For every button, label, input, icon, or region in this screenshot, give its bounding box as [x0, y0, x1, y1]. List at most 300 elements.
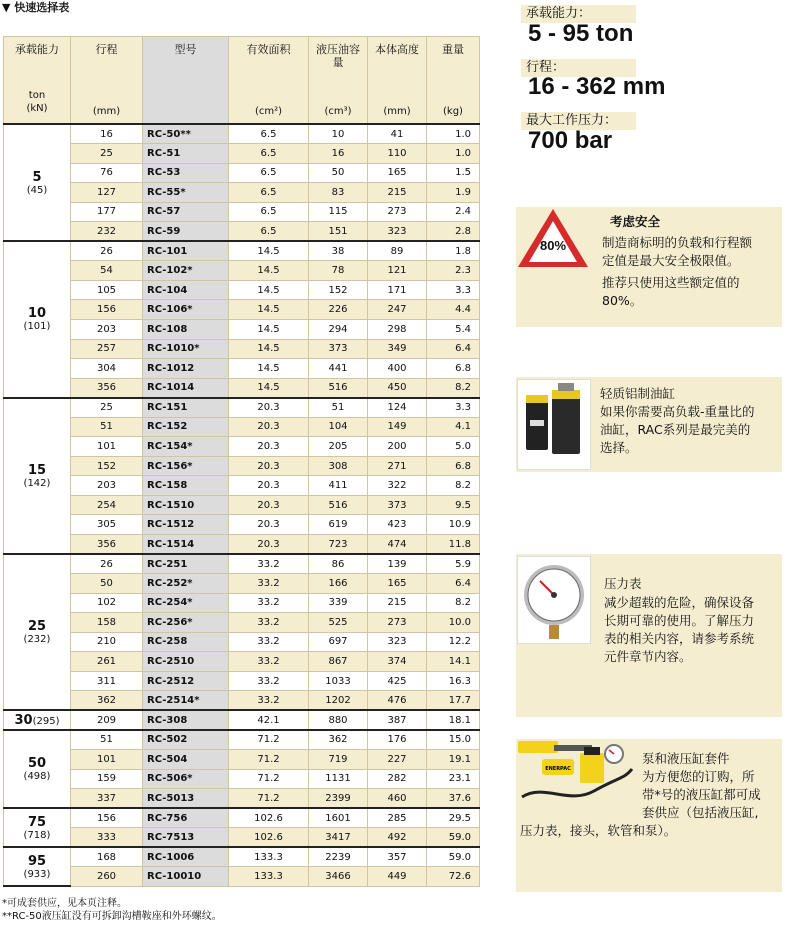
stroke-cell: 54: [71, 261, 143, 281]
height-cell: 460: [368, 789, 427, 809]
oil-capacity-cell: 1601: [309, 808, 368, 828]
weight-cell: 4.1: [427, 417, 480, 437]
model-cell: RC-1514: [143, 534, 229, 554]
header-weight: 重量 (kg): [427, 37, 480, 125]
stroke-cell: 152: [71, 456, 143, 476]
height-cell: 165: [368, 163, 427, 183]
stroke-cell: 26: [71, 554, 143, 574]
stroke-cell: 311: [71, 671, 143, 691]
weight-cell: 15.0: [427, 730, 480, 750]
weight-cell: 2.3: [427, 261, 480, 281]
capacity-cell: [4, 241, 71, 397]
oil-capacity-cell: 3466: [309, 867, 368, 887]
height-cell: 323: [368, 222, 427, 242]
table-row: [4, 124, 480, 144]
stroke-cell: 177: [71, 202, 143, 222]
height-cell: 474: [368, 534, 427, 554]
table-header-row: [4, 37, 480, 125]
height-cell: 41: [368, 124, 427, 144]
spec-value-pressure: 700 bar: [528, 127, 613, 154]
table-row: [4, 261, 480, 281]
weight-cell: 72.6: [427, 867, 480, 887]
stroke-cell: 356: [71, 378, 143, 398]
pump-kit-icon: [514, 739, 636, 807]
weight-cell: 16.3: [427, 671, 480, 691]
area-cell: 14.5: [229, 280, 309, 300]
weight-cell: 8.2: [427, 378, 480, 398]
area-cell: 71.2: [229, 750, 309, 770]
model-cell: RC-506*: [143, 769, 229, 789]
stroke-cell: 127: [71, 183, 143, 203]
model-cell: RC-2514*: [143, 691, 229, 711]
stroke-cell: 105: [71, 280, 143, 300]
table-row: [4, 495, 480, 515]
stroke-cell: 232: [71, 222, 143, 242]
table-row: [4, 183, 480, 203]
weight-cell: 4.4: [427, 300, 480, 320]
weight-cell: 8.2: [427, 476, 480, 496]
stroke-cell: 16: [71, 124, 143, 144]
spec-label-capacity: 承载能力：: [521, 5, 636, 23]
area-cell: 20.3: [229, 456, 309, 476]
stroke-cell: 337: [71, 789, 143, 809]
model-cell: RC-51: [143, 144, 229, 164]
stroke-cell: 101: [71, 437, 143, 457]
weight-cell: 59.0: [427, 847, 480, 867]
weight-cell: 10.9: [427, 515, 480, 535]
table-row: [4, 554, 480, 574]
model-cell: RC-50**: [143, 124, 229, 144]
header-oil-capacity: 液压油容量 (cm³): [309, 37, 368, 125]
height-cell: 215: [368, 593, 427, 613]
footnotes: [2, 897, 222, 923]
oil-capacity-cell: 516: [309, 378, 368, 398]
model-cell: RC-756: [143, 808, 229, 828]
area-cell: 14.5: [229, 319, 309, 339]
capacity-kn: (45): [26, 184, 48, 196]
gauge-image: [517, 556, 591, 644]
oil-capacity-cell: 697: [309, 632, 368, 652]
height-cell: 282: [368, 769, 427, 789]
oil-capacity-cell: 16: [309, 144, 368, 164]
model-cell: RC-154*: [143, 437, 229, 457]
capacity-ton: 10: [27, 306, 47, 322]
safety-box: [516, 207, 782, 327]
safety-text-line: 推荐只使用这些额定值的: [602, 275, 740, 290]
weight-cell: 3.3: [427, 280, 480, 300]
height-cell: 200: [368, 437, 427, 457]
weight-cell: 5.0: [427, 437, 480, 457]
weight-cell: 12.2: [427, 632, 480, 652]
oil-capacity-cell: 294: [309, 319, 368, 339]
gauge-box: [516, 554, 782, 717]
table-row: [4, 222, 480, 242]
oil-capacity-cell: 226: [309, 300, 368, 320]
height-cell: 271: [368, 456, 427, 476]
model-cell: RC-504: [143, 750, 229, 770]
oil-capacity-cell: 723: [309, 534, 368, 554]
table-row: [4, 750, 480, 770]
model-cell: RC-104: [143, 280, 229, 300]
height-cell: 227: [368, 750, 427, 770]
area-cell: 20.3: [229, 437, 309, 457]
gauge-title: 压力表: [604, 576, 642, 591]
stroke-cell: 50: [71, 574, 143, 594]
table-row: [4, 691, 480, 711]
model-cell: RC-10010: [143, 867, 229, 887]
model-cell: RC-502: [143, 730, 229, 750]
area-cell: 102.6: [229, 808, 309, 828]
model-cell: RC-252*: [143, 574, 229, 594]
gauge-text-line: 减少超载的危险，确保设备: [604, 595, 755, 610]
spec-value-capacity: 5 - 95 ton: [528, 20, 634, 47]
kit-text-line: 压力表，接头，软管和泵）。: [520, 823, 677, 838]
height-cell: 247: [368, 300, 427, 320]
capacity-kn: (232): [23, 634, 51, 646]
model-cell: RC-258: [143, 632, 229, 652]
table-row: [4, 593, 480, 613]
height-cell: 215: [368, 183, 427, 203]
model-cell: RC-108: [143, 319, 229, 339]
oil-capacity-cell: 1202: [309, 691, 368, 711]
oil-capacity-cell: 719: [309, 750, 368, 770]
capacity-cell: [4, 710, 71, 730]
oil-capacity-cell: 339: [309, 593, 368, 613]
safety-text-line: 80%。: [602, 293, 643, 308]
capacity-kn: (295): [32, 715, 60, 727]
model-cell: RC-151: [143, 398, 229, 418]
kit-text-line: 带*号的液压缸都可成: [642, 787, 761, 802]
area-cell: 33.2: [229, 632, 309, 652]
weight-cell: 2.8: [427, 222, 480, 242]
height-cell: 176: [368, 730, 427, 750]
area-cell: 33.2: [229, 671, 309, 691]
table-row: [4, 515, 480, 535]
capacity-kn: (142): [23, 477, 51, 489]
stroke-cell: 102: [71, 593, 143, 613]
oil-capacity-cell: 411: [309, 476, 368, 496]
capacity-ton: 50: [27, 756, 47, 772]
area-cell: 6.5: [229, 144, 309, 164]
stroke-cell: 209: [71, 710, 143, 730]
table-row: [4, 652, 480, 672]
area-cell: 20.3: [229, 398, 309, 418]
cylinder-title: 轻质铝制油缸: [600, 386, 676, 401]
oil-capacity-cell: 50: [309, 163, 368, 183]
weight-cell: 29.5: [427, 808, 480, 828]
area-cell: 20.3: [229, 495, 309, 515]
oil-capacity-cell: 1033: [309, 671, 368, 691]
table-row: [4, 828, 480, 848]
model-cell: RC-102*: [143, 261, 229, 281]
model-cell: RC-1006: [143, 847, 229, 867]
height-cell: 149: [368, 417, 427, 437]
safety-text-line: 定值是最大安全极限值。: [602, 253, 740, 268]
weight-cell: 1.5: [427, 163, 480, 183]
table-row: [4, 476, 480, 496]
capacity-cell: [4, 124, 71, 241]
stroke-cell: 356: [71, 534, 143, 554]
area-cell: 20.3: [229, 534, 309, 554]
kit-text-line: 套供应（包括液压缸,: [642, 805, 759, 820]
oil-capacity-cell: 83: [309, 183, 368, 203]
area-cell: 14.5: [229, 241, 309, 261]
table-row: [4, 398, 480, 418]
height-cell: 476: [368, 691, 427, 711]
table-row: [4, 730, 480, 750]
area-cell: 42.1: [229, 710, 309, 730]
stroke-cell: 101: [71, 750, 143, 770]
table-row: [4, 710, 480, 730]
weight-cell: 10.0: [427, 613, 480, 633]
capacity-kn: (718): [23, 829, 51, 841]
table-row: [4, 456, 480, 476]
capacity-cell: [4, 847, 71, 886]
kit-title: 泵和液压缸套件: [642, 751, 730, 766]
model-cell: RC-2510: [143, 652, 229, 672]
gauge-text-line: 长期可靠的使用。了解压力: [604, 613, 755, 628]
stroke-cell: 159: [71, 769, 143, 789]
model-cell: RC-55*: [143, 183, 229, 203]
kit-text-line: 为方便您的订购，所: [642, 769, 755, 784]
weight-cell: 6.8: [427, 456, 480, 476]
capacity-cell: [4, 554, 71, 710]
oil-capacity-cell: 619: [309, 515, 368, 535]
stroke-cell: 51: [71, 417, 143, 437]
weight-cell: 18.1: [427, 710, 480, 730]
stroke-cell: 25: [71, 398, 143, 418]
capacity-kn: (101): [23, 321, 51, 333]
model-cell: RC-256*: [143, 613, 229, 633]
stroke-cell: 156: [71, 300, 143, 320]
quick-selection-table: [3, 36, 480, 887]
table-row: [4, 847, 480, 867]
height-cell: 273: [368, 202, 427, 222]
oil-capacity-cell: 1131: [309, 769, 368, 789]
weight-cell: 17.7: [427, 691, 480, 711]
area-cell: 20.3: [229, 476, 309, 496]
height-cell: 285: [368, 808, 427, 828]
weight-cell: 23.1: [427, 769, 480, 789]
oil-capacity-cell: 151: [309, 222, 368, 242]
stroke-cell: 158: [71, 613, 143, 633]
stroke-cell: 203: [71, 476, 143, 496]
table-row: [4, 339, 480, 359]
model-cell: RC-7513: [143, 828, 229, 848]
oil-capacity-cell: 2399: [309, 789, 368, 809]
oil-capacity-cell: 516: [309, 495, 368, 515]
oil-capacity-cell: 525: [309, 613, 368, 633]
model-cell: RC-5013: [143, 789, 229, 809]
model-cell: RC-152: [143, 417, 229, 437]
height-cell: 400: [368, 359, 427, 379]
table-row: [4, 280, 480, 300]
table-row: [4, 437, 480, 457]
height-cell: 492: [368, 828, 427, 848]
footnote: **RC-50液压缸没有可拆卸沟槽鞍座和外环螺纹。: [2, 911, 222, 922]
table-body: [4, 124, 480, 886]
oil-capacity-cell: 166: [309, 574, 368, 594]
capacity-cell: [4, 730, 71, 808]
model-cell: RC-251: [143, 554, 229, 574]
model-cell: RC-156*: [143, 456, 229, 476]
oil-capacity-cell: 880: [309, 710, 368, 730]
stroke-cell: 362: [71, 691, 143, 711]
weight-cell: 5.4: [427, 319, 480, 339]
page-title: ▼ 快速选择表: [2, 1, 70, 14]
table-row: [4, 671, 480, 691]
oil-capacity-cell: 2239: [309, 847, 368, 867]
height-cell: 322: [368, 476, 427, 496]
capacity-kn: (933): [23, 868, 51, 880]
cylinder-image: [517, 379, 591, 470]
area-cell: 6.5: [229, 163, 309, 183]
stroke-cell: 261: [71, 652, 143, 672]
area-cell: 71.2: [229, 789, 309, 809]
height-cell: 357: [368, 847, 427, 867]
model-cell: RC-59: [143, 222, 229, 242]
oil-capacity-cell: 152: [309, 280, 368, 300]
height-cell: 373: [368, 495, 427, 515]
area-cell: 71.2: [229, 730, 309, 750]
oil-capacity-cell: 362: [309, 730, 368, 750]
stroke-cell: 304: [71, 359, 143, 379]
area-cell: 14.5: [229, 359, 309, 379]
brand-label: ENERPAC: [545, 766, 571, 772]
weight-cell: 6.8: [427, 359, 480, 379]
spec-label-pressure: 最大工作压力：: [521, 112, 636, 130]
oil-capacity-cell: 104: [309, 417, 368, 437]
header-area: 有效面积 (cm²): [229, 37, 309, 125]
footnote: *可成套供应，见本页注释。: [2, 898, 127, 909]
capacity-kn: (498): [23, 771, 51, 783]
model-cell: RC-308: [143, 710, 229, 730]
table-row: [4, 769, 480, 789]
table-row: [4, 789, 480, 809]
header-model: 型号: [143, 37, 229, 125]
height-cell: 423: [368, 515, 427, 535]
height-cell: 323: [368, 632, 427, 652]
model-cell: RC-101: [143, 241, 229, 261]
cylinder-box: [516, 377, 782, 472]
kit-box: [516, 739, 782, 892]
weight-cell: 11.8: [427, 534, 480, 554]
stroke-cell: 76: [71, 163, 143, 183]
area-cell: 33.2: [229, 593, 309, 613]
safety-text-line: 制造商标明的负载和行程额: [602, 235, 753, 250]
model-cell: RC-1512: [143, 515, 229, 535]
area-cell: 133.3: [229, 867, 309, 887]
table-row: [4, 417, 480, 437]
stroke-cell: 51: [71, 730, 143, 750]
height-cell: 425: [368, 671, 427, 691]
area-cell: 6.5: [229, 222, 309, 242]
table-row: [4, 534, 480, 554]
gauge-text-line: 表的相关内容，请参考系统: [604, 631, 755, 646]
capacity-ton: 30: [14, 712, 33, 728]
cylinder-text-line: 选择。: [600, 440, 638, 455]
height-cell: 89: [368, 241, 427, 261]
model-cell: RC-1510: [143, 495, 229, 515]
table-row: [4, 144, 480, 164]
model-cell: RC-1012: [143, 359, 229, 379]
weight-cell: 6.4: [427, 339, 480, 359]
model-cell: RC-106*: [143, 300, 229, 320]
table-row: [4, 574, 480, 594]
oil-capacity-cell: 38: [309, 241, 368, 261]
pressure-gauge-icon: [518, 557, 590, 643]
area-cell: 33.2: [229, 554, 309, 574]
stroke-cell: 333: [71, 828, 143, 848]
area-cell: 71.2: [229, 769, 309, 789]
area-cell: 33.2: [229, 691, 309, 711]
weight-cell: 6.4: [427, 574, 480, 594]
area-cell: 6.5: [229, 124, 309, 144]
area-cell: 14.5: [229, 261, 309, 281]
height-cell: 121: [368, 261, 427, 281]
weight-cell: 59.0: [427, 828, 480, 848]
area-cell: 133.3: [229, 847, 309, 867]
area-cell: 14.5: [229, 378, 309, 398]
stroke-cell: 168: [71, 847, 143, 867]
model-cell: RC-57: [143, 202, 229, 222]
height-cell: 171: [368, 280, 427, 300]
capacity-ton: 25: [27, 619, 47, 635]
area-cell: 14.5: [229, 339, 309, 359]
stroke-cell: 254: [71, 495, 143, 515]
table-row: [4, 163, 480, 183]
height-cell: 387: [368, 710, 427, 730]
capacity-ton: 5: [32, 169, 42, 185]
oil-capacity-cell: 441: [309, 359, 368, 379]
area-cell: 20.3: [229, 515, 309, 535]
oil-capacity-cell: 10: [309, 124, 368, 144]
weight-cell: 1.0: [427, 144, 480, 164]
table-row: [4, 867, 480, 887]
area-cell: 33.2: [229, 652, 309, 672]
stroke-cell: 257: [71, 339, 143, 359]
table-row: [4, 300, 480, 320]
model-cell: RC-158: [143, 476, 229, 496]
stroke-cell: 26: [71, 241, 143, 261]
weight-cell: 5.9: [427, 554, 480, 574]
weight-cell: 8.2: [427, 593, 480, 613]
model-cell: RC-254*: [143, 593, 229, 613]
table-row: [4, 359, 480, 379]
safety-title: 考虑安全: [610, 214, 661, 229]
oil-capacity-cell: 86: [309, 554, 368, 574]
header-height: 本体高度 (mm): [368, 37, 427, 125]
height-cell: 165: [368, 574, 427, 594]
oil-capacity-cell: 51: [309, 398, 368, 418]
stroke-cell: 156: [71, 808, 143, 828]
cylinder-text-line: 油缸，RAC系列是最完美的: [600, 422, 751, 437]
stroke-cell: 25: [71, 144, 143, 164]
area-cell: 6.5: [229, 183, 309, 203]
table-row: [4, 202, 480, 222]
model-cell: RC-53: [143, 163, 229, 183]
cylinder-icon: [518, 380, 590, 469]
table-row: [4, 378, 480, 398]
header-stroke: 行程 (mm): [71, 37, 143, 125]
weight-cell: 14.1: [427, 652, 480, 672]
capacity-ton: 15: [27, 462, 47, 478]
capacity-cell: [4, 398, 71, 554]
oil-capacity-cell: 3417: [309, 828, 368, 848]
safety-badge: 80%: [539, 238, 567, 253]
oil-capacity-cell: 115: [309, 202, 368, 222]
weight-cell: 1.0: [427, 124, 480, 144]
